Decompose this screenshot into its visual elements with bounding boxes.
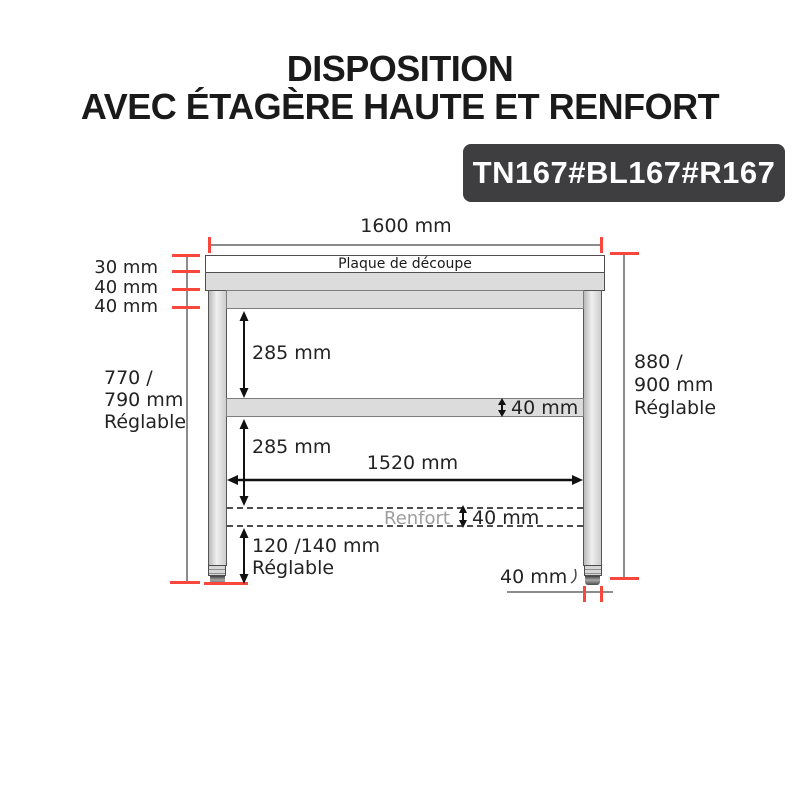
arrow-inner-width: [227, 473, 583, 487]
dim-tick: [610, 252, 639, 255]
dim-foot-clearance-line2: Réglable: [252, 557, 335, 579]
dim-lower-gap-label: 285 mm: [252, 436, 332, 458]
dim-tick: [172, 306, 200, 309]
dim-right-height-line3: Réglable: [634, 397, 717, 419]
dim-frame-thickness-label: 40 mm: [94, 296, 158, 317]
dim-tick: [600, 586, 603, 602]
left-foot-shape: [208, 565, 226, 576]
dim-foot-width-label: 40 mm: [500, 566, 568, 588]
dim-tick: [172, 288, 200, 291]
page-title-line2: AVEC ÉTAGÈRE HAUTE ET RENFORT: [80, 86, 720, 127]
dim-foot-width-line: [507, 591, 613, 593]
dim-tick: [172, 270, 200, 273]
dim-overall-width-line: [210, 244, 603, 246]
dim-tick: [610, 577, 639, 580]
dim-left-height-line2: 790 mm: [104, 389, 184, 411]
dim-foot-clearance-line1: 120 /140 mm: [252, 535, 381, 557]
dim-reinforcement-thickness-label: 40 mm: [472, 507, 540, 529]
arrow-lower-gap: [236, 419, 252, 506]
dim-tick: [583, 586, 586, 602]
dim-right-height-line1: 880 /: [634, 351, 683, 373]
right-foot-shape: [584, 565, 602, 576]
dim-tick: [170, 581, 200, 584]
cutting-board-label: Plaque de découpe: [338, 256, 472, 272]
foot-width-leader-line: [570, 568, 580, 584]
dim-right-height-label: [634, 351, 716, 420]
left-height-dim-line: [186, 255, 188, 583]
right-leg-shape: [583, 290, 602, 566]
left-leg-shape: [208, 290, 227, 566]
arrow-foot-clearance: [236, 528, 252, 584]
arrow-reinforcement-thickness: [456, 505, 470, 528]
upper-frame-rail-shape: [226, 290, 584, 309]
dim-left-height-line1: 770 /: [104, 367, 153, 389]
reinforcement-label: Renfort: [384, 508, 450, 529]
dim-tick: [172, 254, 200, 257]
dim-tick: [600, 237, 603, 253]
right-foot-tip-shape: [585, 576, 600, 585]
dim-upper-gap-label: 285 mm: [252, 342, 332, 364]
dim-right-height-line2: 900 mm: [634, 374, 714, 396]
arrow-upper-gap: [236, 311, 252, 398]
right-height-dim-line: [623, 254, 625, 580]
dim-overall-width-label: 1600 mm: [360, 215, 452, 237]
page-title: [0, 50, 800, 126]
product-code-badge: [463, 144, 785, 202]
product-code-text: TN167#BL167#R167: [472, 155, 776, 190]
dim-shelf-thickness-label: 40 mm: [511, 397, 579, 419]
worktop-shape: [205, 272, 605, 291]
dim-left-height-label: [104, 367, 186, 433]
dim-board-thickness-label: 30 mm: [94, 257, 158, 278]
dim-left-height-line3: Réglable: [104, 411, 187, 433]
dim-tick: [208, 237, 211, 253]
dim-foot-clearance-label: [252, 535, 380, 579]
dim-worktop-thickness-label: 40 mm: [94, 277, 158, 298]
arrow-shelf-thickness: [495, 398, 509, 417]
page-title-line1: DISPOSITION: [286, 48, 514, 89]
cutting-board-shape: [205, 255, 605, 273]
dim-inner-width-label: 1520 mm: [366, 452, 459, 474]
